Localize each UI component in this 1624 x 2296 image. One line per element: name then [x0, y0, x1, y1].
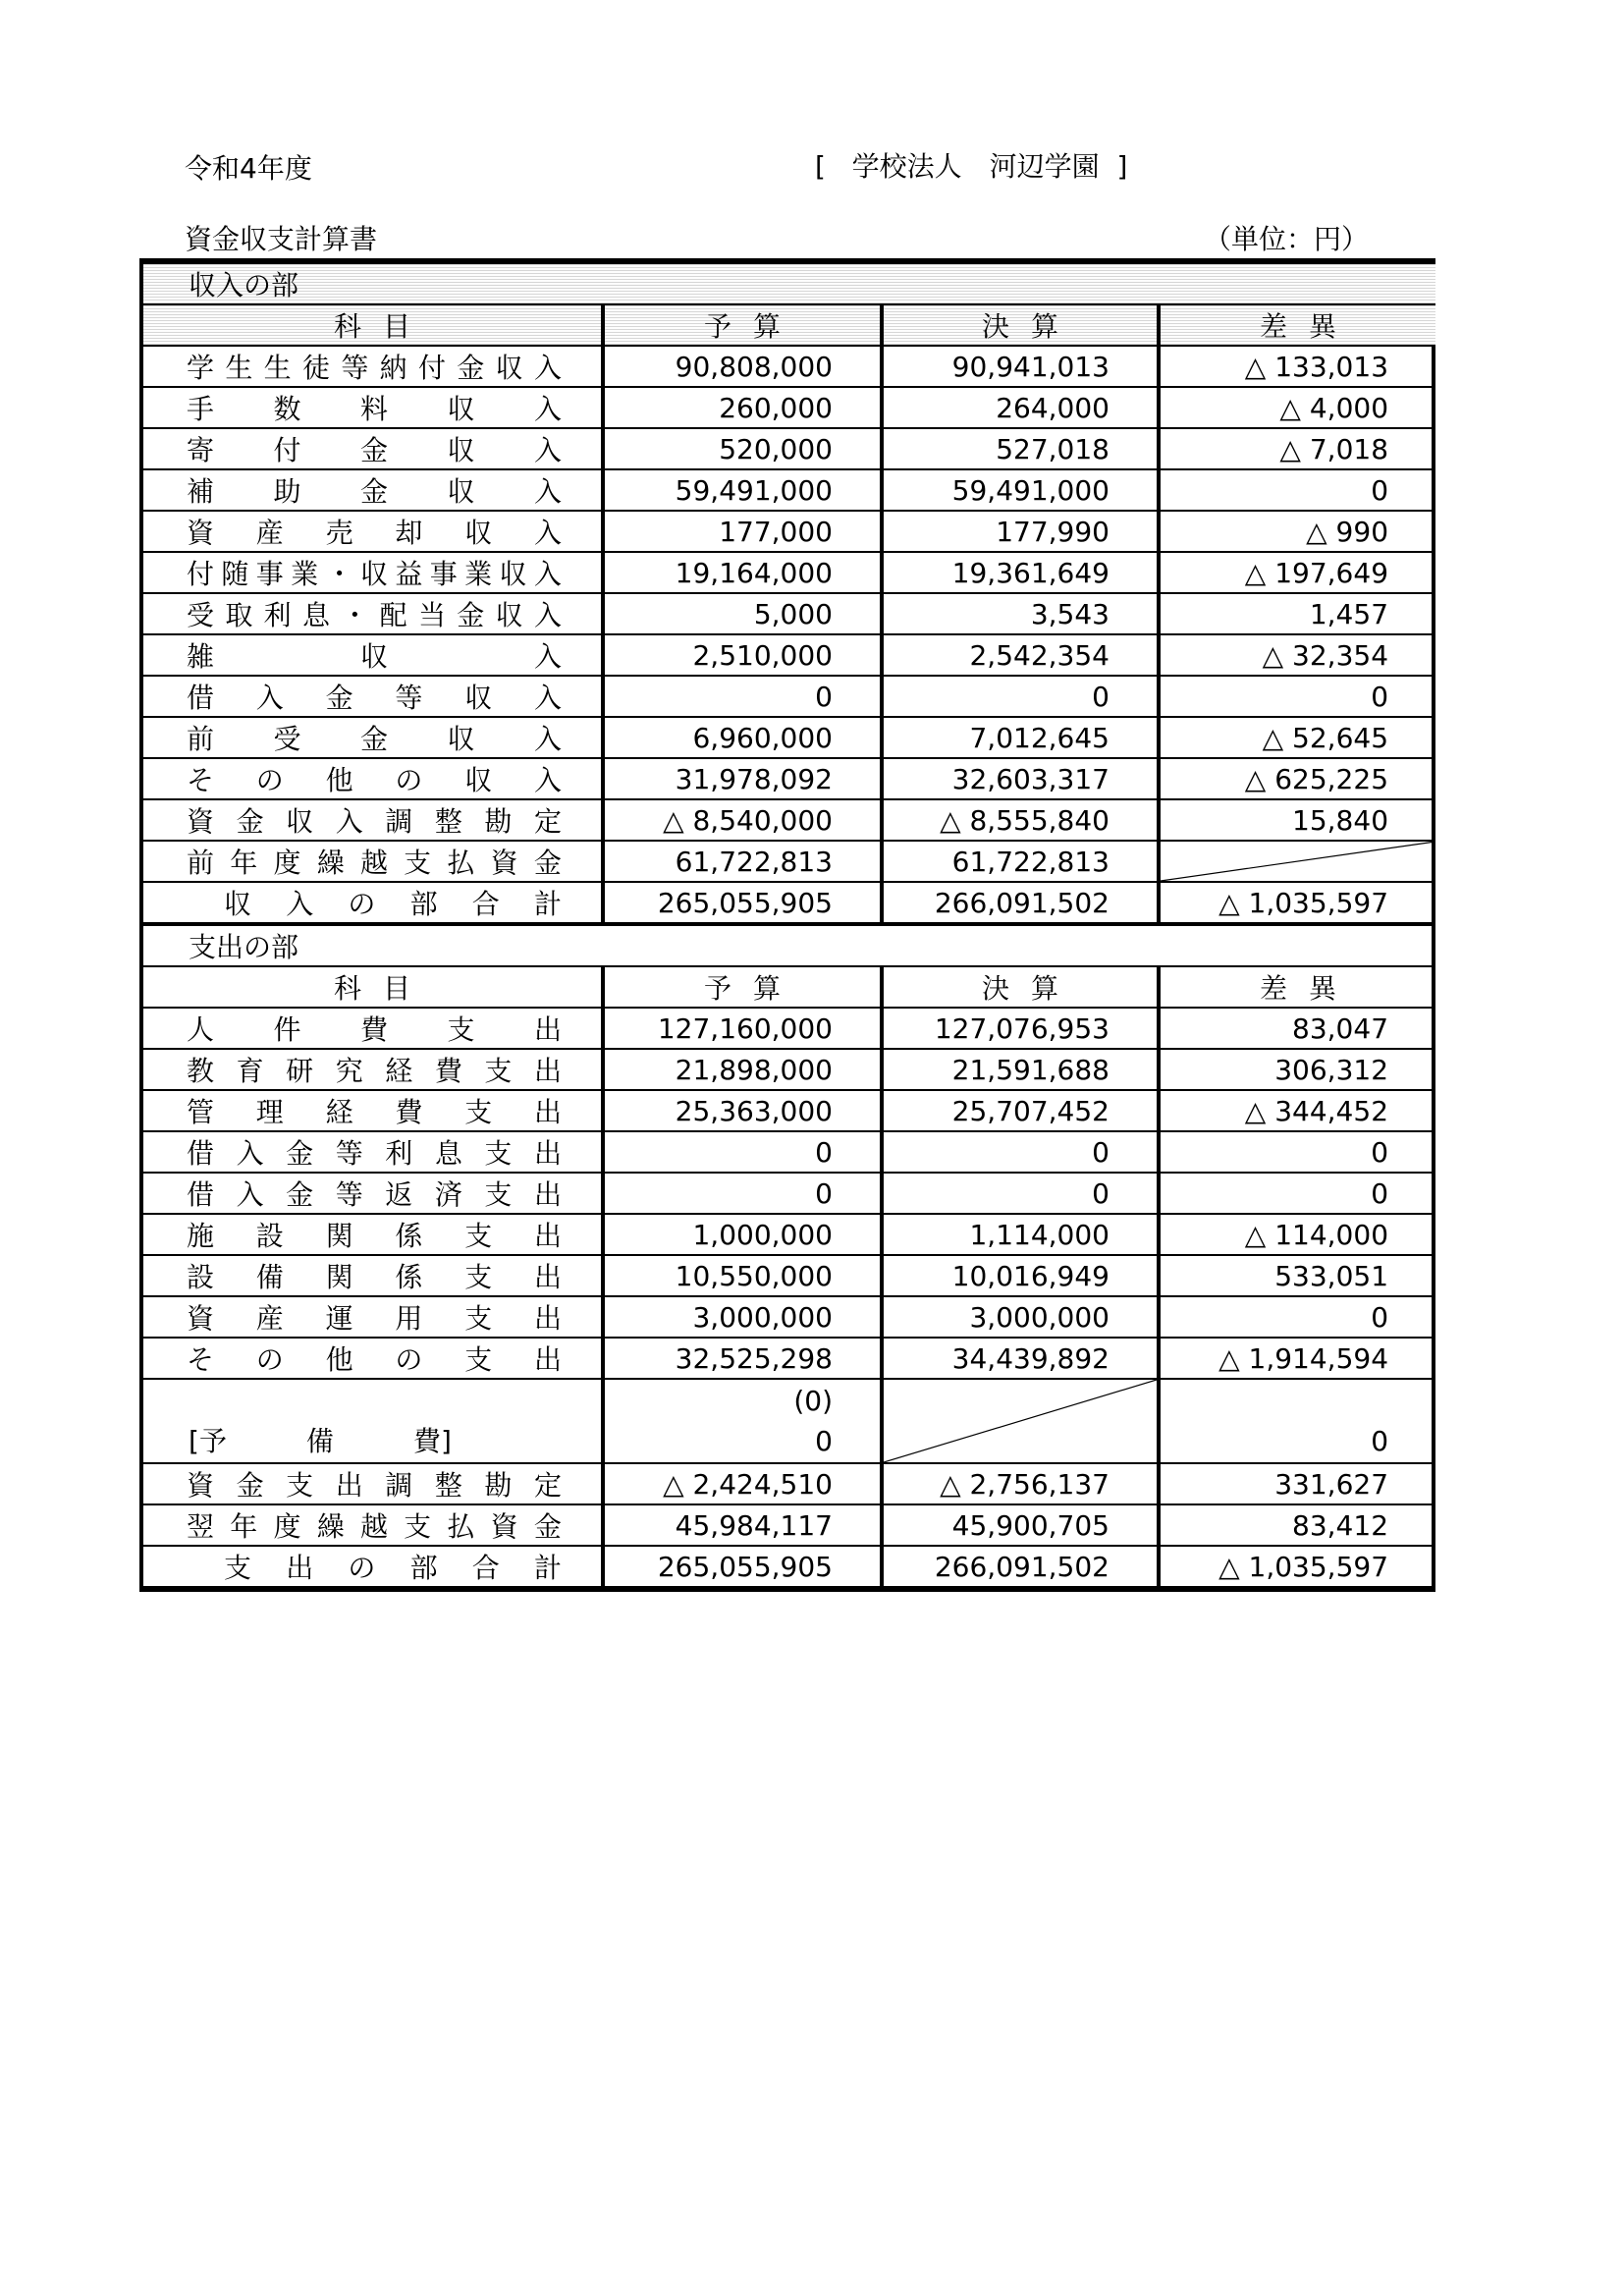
actual-cell — [882, 593, 1159, 634]
column-header-budget-text: 予算 — [703, 310, 802, 343]
budget-cell-value: 3,000,000 — [692, 1300, 833, 1334]
row-label — [143, 1463, 603, 1504]
actual-cell — [882, 717, 1159, 758]
diff-cell — [1159, 1504, 1435, 1546]
actual-cell-value: 7,012,645 — [969, 721, 1110, 754]
budget-cell — [603, 1338, 882, 1379]
actual-cell — [882, 882, 1159, 924]
budget-cell-value: 2,510,000 — [692, 638, 833, 672]
actual-cell — [882, 841, 1159, 882]
actual-cell — [882, 1173, 1159, 1214]
diff-cell-value: 331,627 — [1274, 1467, 1389, 1501]
diff-cell-value: △ 1,035,597 — [1218, 1550, 1389, 1583]
expense-row — [143, 1338, 1435, 1379]
diff-cell — [1159, 634, 1435, 676]
actual-cell — [882, 469, 1159, 511]
row-label — [143, 428, 603, 469]
diff-cell-value: 0 — [1371, 1176, 1389, 1210]
diff-cell — [1159, 1214, 1435, 1255]
row-label-text: 翌 年 度 繰 越 支 払 資 金 — [187, 1510, 562, 1543]
reserve-budget-cell — [603, 1379, 882, 1463]
diff-cell-value: 0 — [1371, 680, 1389, 713]
diff-cell — [1159, 1255, 1435, 1296]
row-label — [143, 1214, 603, 1255]
actual-cell-value: 264,000 — [996, 391, 1110, 424]
row-label — [143, 1090, 603, 1131]
row-label-text: 施 設 関 係 支 出 — [187, 1220, 562, 1252]
diff-cell-value: △ 4,000 — [1279, 391, 1389, 424]
row-label-text: 教 育 研 究 経 費 支 出 — [187, 1055, 562, 1087]
actual-cell-value: 0 — [1092, 1135, 1110, 1169]
reserve-row — [143, 1379, 1435, 1463]
corp-bracket-open: [ — [815, 150, 826, 183]
reserve-diff-value: 0 — [1371, 1425, 1389, 1457]
actual-cell — [882, 1049, 1159, 1090]
actual-cell — [882, 387, 1159, 428]
budget-cell-value: △ 8,540,000 — [663, 803, 833, 837]
row-label — [143, 799, 603, 841]
budget-cell — [603, 1463, 882, 1504]
column-header-diff — [1159, 304, 1435, 346]
budget-cell — [603, 799, 882, 841]
actual-cell-value: 21,591,688 — [951, 1053, 1110, 1086]
row-label — [143, 634, 603, 676]
row-label — [143, 1049, 603, 1090]
diff-cell-value: 533,051 — [1274, 1259, 1389, 1292]
actual-cell-value: 127,076,953 — [934, 1011, 1110, 1045]
income-row — [143, 428, 1435, 469]
actual-cell — [882, 1255, 1159, 1296]
reserve-budget-value: 0 — [815, 1425, 833, 1457]
row-label-text: 資 金 支 出 調 整 勘 定 — [187, 1469, 562, 1502]
row-label-text: 雑 収 入 — [187, 640, 562, 673]
diff-cell — [1159, 676, 1435, 717]
column-header-diff — [1159, 966, 1435, 1008]
diff-cell-value: △ 625,225 — [1244, 762, 1389, 795]
budget-cell — [603, 552, 882, 593]
diff-cell-value: △ 7,018 — [1279, 432, 1389, 465]
income-row — [143, 469, 1435, 511]
budget-cell-value: 0 — [815, 680, 833, 713]
diff-cell — [1159, 758, 1435, 799]
diff-cell-value: △ 1,914,594 — [1218, 1341, 1389, 1375]
actual-cell-value: △ 8,555,840 — [940, 803, 1110, 837]
actual-cell — [882, 1008, 1159, 1049]
diff-cell — [1159, 552, 1435, 593]
actual-cell-value: 25,707,452 — [951, 1094, 1110, 1127]
budget-cell-value: 265,055,905 — [657, 1550, 833, 1583]
actual-cell — [882, 1090, 1159, 1131]
statement-table — [143, 262, 1435, 1588]
budget-cell-value: 21,898,000 — [675, 1053, 833, 1086]
income-row — [143, 676, 1435, 717]
row-label — [143, 841, 603, 882]
section-label — [143, 924, 1435, 966]
budget-cell-value: 25,363,000 — [675, 1094, 833, 1127]
diff-cell-value: △ 344,452 — [1244, 1094, 1389, 1127]
expense-row — [143, 1090, 1435, 1131]
expense-row — [143, 1173, 1435, 1214]
diff-cell — [1159, 593, 1435, 634]
diff-cell-value: 0 — [1371, 1300, 1389, 1334]
budget-cell — [603, 1090, 882, 1131]
income-row — [143, 717, 1435, 758]
actual-cell-value: 266,091,502 — [934, 886, 1110, 919]
actual-cell — [882, 676, 1159, 717]
expense-row — [143, 1255, 1435, 1296]
budget-cell-value: 0 — [815, 1176, 833, 1210]
actual-cell — [882, 1504, 1159, 1546]
actual-cell — [882, 552, 1159, 593]
budget-cell-value: 19,164,000 — [675, 556, 833, 589]
reserve-label-text: 予 備 費 — [198, 1425, 441, 1457]
diff-cell — [1159, 1008, 1435, 1049]
budget-cell — [603, 758, 882, 799]
diff-cell-value: 15,840 — [1292, 803, 1389, 837]
budget-cell — [603, 1214, 882, 1255]
expense-row — [143, 1296, 1435, 1338]
budget-cell-value: 32,525,298 — [675, 1341, 833, 1375]
budget-cell — [603, 469, 882, 511]
column-header-actual — [882, 304, 1159, 346]
diff-cell — [1159, 1131, 1435, 1173]
row-label-text: 受 取 利 息 ・ 配 当 金 収 入 — [187, 599, 562, 631]
diff-cell — [1159, 1463, 1435, 1504]
row-label-text: 借 入 金 等 収 入 — [187, 682, 562, 714]
actual-cell — [882, 1338, 1159, 1379]
actual-cell-value: 32,603,317 — [951, 762, 1110, 795]
actual-cell-value: 3,543 — [1030, 597, 1110, 630]
diff-cell — [1159, 428, 1435, 469]
actual-cell-value: 19,361,649 — [951, 556, 1110, 589]
row-label — [143, 1296, 603, 1338]
diff-cell — [1159, 511, 1435, 552]
actual-cell-value: 0 — [1092, 1176, 1110, 1210]
diff-cell — [1159, 1546, 1435, 1587]
reserve-actual-blank — [882, 1379, 1159, 1463]
actual-cell-value: 90,941,013 — [951, 350, 1110, 383]
diff-cell-value: 1,457 — [1309, 597, 1389, 630]
diff-cell-blank — [1159, 841, 1435, 882]
row-label-text: 資 金 収 入 調 整 勘 定 — [187, 805, 562, 838]
column-header-budget — [603, 966, 882, 1008]
diff-cell-value: 306,312 — [1274, 1053, 1389, 1086]
actual-cell-value: 34,439,892 — [951, 1341, 1110, 1375]
row-label-text: 手 数 料 収 入 — [187, 393, 562, 425]
row-label — [143, 717, 603, 758]
budget-cell — [603, 1255, 882, 1296]
diff-cell — [1159, 346, 1435, 387]
row-label — [143, 1504, 603, 1546]
budget-cell — [603, 1049, 882, 1090]
row-label — [143, 1546, 603, 1587]
column-header-row — [143, 966, 1435, 1008]
row-label-text: 収 入 の 部 合 計 — [224, 888, 562, 920]
expense-adjust-row — [143, 1463, 1435, 1504]
budget-cell — [603, 717, 882, 758]
actual-cell-value: 45,900,705 — [951, 1508, 1110, 1542]
actual-cell — [882, 1131, 1159, 1173]
diff-cell-value: △ 197,649 — [1244, 556, 1389, 589]
row-label-text: 前 受 金 収 入 — [187, 723, 562, 755]
actual-cell-value: 10,016,949 — [951, 1259, 1110, 1292]
corp-name-text: 学校法人 河辺学園 — [851, 150, 1100, 183]
diff-cell-value: △ 114,000 — [1244, 1218, 1389, 1251]
diff-cell — [1159, 882, 1435, 924]
income-row — [143, 511, 1435, 552]
row-label-text: 支 出 の 部 合 計 — [224, 1552, 562, 1584]
row-label-text: そ の 他 の 支 出 — [187, 1343, 562, 1376]
row-label — [143, 1131, 603, 1173]
actual-cell-value: 2,542,354 — [969, 638, 1110, 672]
budget-cell — [603, 1131, 882, 1173]
actual-cell-value: 527,018 — [996, 432, 1110, 465]
row-label-text: 補 助 金 収 入 — [187, 475, 562, 508]
budget-cell-value: 127,160,000 — [657, 1011, 833, 1045]
actual-cell — [882, 1463, 1159, 1504]
diff-cell — [1159, 717, 1435, 758]
budget-cell-value: 177,000 — [719, 515, 833, 548]
column-header-actual — [882, 966, 1159, 1008]
budget-cell — [603, 511, 882, 552]
row-label-text: 付 随 事 業 ・ 収 益 事 業 収 入 — [187, 558, 562, 590]
row-label — [143, 1173, 603, 1214]
budget-cell-value: 265,055,905 — [657, 886, 833, 919]
budget-cell — [603, 346, 882, 387]
row-label — [143, 758, 603, 799]
diff-cell-value: 83,412 — [1292, 1508, 1389, 1542]
row-label-text: 資 産 運 用 支 出 — [187, 1302, 562, 1335]
diff-cell-value: 83,047 — [1292, 1011, 1389, 1045]
reserve-label — [143, 1379, 603, 1463]
budget-cell — [603, 387, 882, 428]
actual-cell-value: 1,114,000 — [969, 1218, 1110, 1251]
expense-row — [143, 1008, 1435, 1049]
expense-section-header — [143, 924, 1435, 966]
diff-cell — [1159, 1049, 1435, 1090]
diff-cell — [1159, 1173, 1435, 1214]
income-section-header — [143, 263, 1435, 304]
budget-cell — [603, 1008, 882, 1049]
row-label-text: 資 産 売 却 収 入 — [187, 517, 562, 549]
actual-cell-value: 266,091,502 — [934, 1550, 1110, 1583]
budget-cell-value: △ 2,424,510 — [663, 1467, 833, 1501]
income-carryover-row — [143, 841, 1435, 882]
actual-cell-value: △ 2,756,137 — [940, 1467, 1110, 1501]
unit-label: （単位：円） — [1203, 223, 1369, 255]
row-label — [143, 1338, 603, 1379]
actual-cell-value: 177,990 — [996, 515, 1110, 548]
diff-cell-value: △ 990 — [1306, 515, 1389, 548]
budget-cell-value: 61,722,813 — [675, 845, 833, 878]
row-label — [143, 387, 603, 428]
diff-cell — [1159, 387, 1435, 428]
diff-cell-value: 0 — [1371, 473, 1389, 507]
diff-cell — [1159, 1296, 1435, 1338]
budget-cell — [603, 1546, 882, 1587]
budget-cell-value: 520,000 — [719, 432, 833, 465]
row-label-text: 人 件 費 支 出 — [187, 1013, 562, 1046]
budget-cell-value: 0 — [815, 1135, 833, 1169]
reserve-bracket-close: ] — [440, 1425, 452, 1457]
actual-cell-value: 59,491,000 — [951, 473, 1110, 507]
budget-cell — [603, 428, 882, 469]
row-label-text: そ の 他 の 収 入 — [187, 764, 562, 796]
diff-cell-value: △ 1,035,597 — [1218, 886, 1389, 919]
actual-cell — [882, 1296, 1159, 1338]
row-label-text: 学 生 生 徒 等 納 付 金 収 入 — [187, 352, 562, 384]
fiscal-year: 令和4年度 — [185, 152, 312, 185]
column-header-diff-text: 差異 — [1260, 972, 1359, 1005]
budget-cell-value: 45,984,117 — [675, 1508, 833, 1542]
corporation-name — [815, 145, 1127, 185]
diff-cell-value: 0 — [1371, 1135, 1389, 1169]
column-header-actual-text: 決算 — [981, 310, 1080, 343]
diff-cell — [1159, 1090, 1435, 1131]
cash-flow-statement — [139, 258, 1435, 1592]
diff-cell — [1159, 469, 1435, 511]
income-row — [143, 387, 1435, 428]
column-header-diff-text: 差異 — [1260, 310, 1359, 343]
row-label — [143, 882, 603, 924]
income-row — [143, 593, 1435, 634]
row-label-text: 設 備 関 係 支 出 — [187, 1261, 562, 1293]
reserve-diff-cell — [1159, 1379, 1435, 1463]
actual-cell — [882, 346, 1159, 387]
income-row — [143, 346, 1435, 387]
actual-cell — [882, 758, 1159, 799]
budget-cell — [603, 1296, 882, 1338]
row-label — [143, 593, 603, 634]
row-label-text: 借 入 金 等 返 済 支 出 — [187, 1178, 562, 1211]
budget-cell-value: 90,808,000 — [675, 350, 833, 383]
actual-cell-value: 61,722,813 — [951, 845, 1110, 878]
expense-row — [143, 1049, 1435, 1090]
budget-cell — [603, 882, 882, 924]
budget-cell-value: 6,960,000 — [692, 721, 833, 754]
expense-row — [143, 1131, 1435, 1173]
actual-cell-value: 3,000,000 — [969, 1300, 1110, 1334]
budget-cell-value: 10,550,000 — [675, 1259, 833, 1292]
budget-cell-value: 31,978,092 — [675, 762, 833, 795]
expense-total-row — [143, 1546, 1435, 1587]
income-total-row — [143, 882, 1435, 924]
column-header-actual-text: 決算 — [981, 972, 1080, 1005]
diff-cell — [1159, 799, 1435, 841]
document-title: 資金収支計算書 — [185, 223, 378, 255]
actual-cell — [882, 799, 1159, 841]
row-label-text: 管 理 経 費 支 出 — [187, 1096, 562, 1128]
column-header-row — [143, 304, 1435, 346]
column-header-subject — [143, 304, 603, 346]
actual-cell — [882, 634, 1159, 676]
actual-cell — [882, 511, 1159, 552]
actual-cell — [882, 1214, 1159, 1255]
column-header-subject — [143, 966, 603, 1008]
budget-cell — [603, 841, 882, 882]
row-label-text: 前 年 度 繰 越 支 払 資 金 — [187, 847, 562, 879]
budget-cell — [603, 593, 882, 634]
income-row — [143, 758, 1435, 799]
row-label — [143, 552, 603, 593]
budget-cell-value: 260,000 — [719, 391, 833, 424]
income-row — [143, 552, 1435, 593]
row-label — [143, 1255, 603, 1296]
section-label — [143, 263, 1435, 304]
column-header-subject-text: 科目 — [333, 972, 432, 1005]
budget-cell-value: 5,000 — [753, 597, 833, 630]
budget-cell — [603, 676, 882, 717]
row-label — [143, 346, 603, 387]
row-label-text: 借 入 金 等 利 息 支 出 — [187, 1137, 562, 1170]
actual-cell — [882, 428, 1159, 469]
budget-cell-value: 1,000,000 — [692, 1218, 833, 1251]
reserve-budget-paren: (0) — [793, 1385, 833, 1417]
section-label-text: 収入の部 — [189, 269, 299, 301]
diff-cell-value: △ 133,013 — [1244, 350, 1389, 383]
actual-cell-value: 0 — [1092, 680, 1110, 713]
reserve-bracket-open: [ — [189, 1425, 199, 1457]
corp-bracket-close: ] — [1116, 150, 1128, 183]
actual-cell — [882, 1546, 1159, 1587]
diff-cell — [1159, 1338, 1435, 1379]
budget-cell — [603, 634, 882, 676]
section-label-text: 支出の部 — [189, 931, 299, 963]
diff-cell-value: △ 32,354 — [1262, 638, 1389, 672]
budget-cell — [603, 1173, 882, 1214]
row-label — [143, 469, 603, 511]
income-row — [143, 634, 1435, 676]
income-row — [143, 799, 1435, 841]
expense-row — [143, 1214, 1435, 1255]
column-header-subject-text: 科目 — [333, 310, 432, 343]
row-label — [143, 676, 603, 717]
column-header-budget-text: 予算 — [703, 972, 802, 1005]
row-label — [143, 511, 603, 552]
budget-cell — [603, 1504, 882, 1546]
expense-carryforward-row — [143, 1504, 1435, 1546]
budget-cell-value: 59,491,000 — [675, 473, 833, 507]
row-label — [143, 1008, 603, 1049]
column-header-budget — [603, 304, 882, 346]
diff-cell-value: △ 52,645 — [1262, 721, 1389, 754]
row-label-text: 寄 付 金 収 入 — [187, 434, 562, 466]
